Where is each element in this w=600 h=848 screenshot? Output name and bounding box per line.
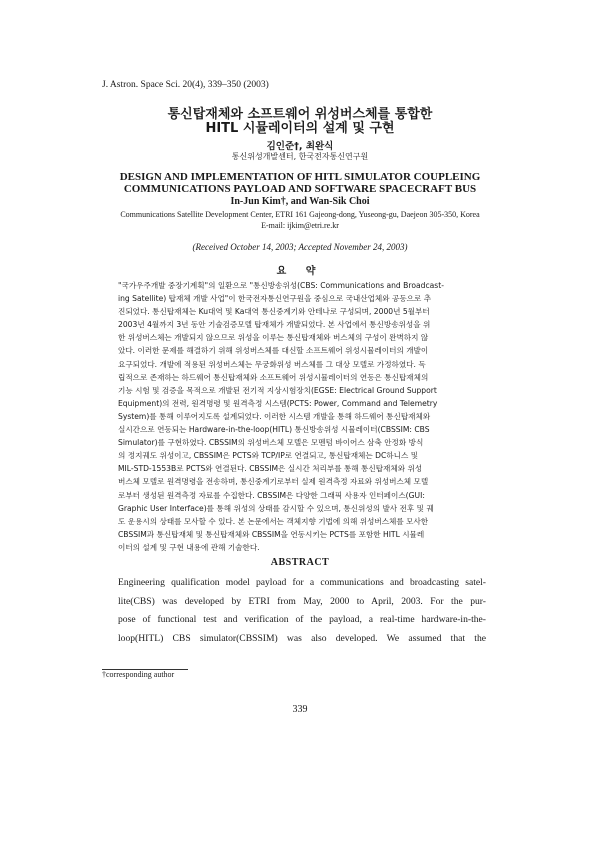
english-title: [0, 172, 600, 195]
korean-abstract-line: System)를 통해 이루어지도록 설계되었다. 이러한 시스템 개발을 통해 하드웨어 통신탑재체와: [118, 411, 431, 421]
english-abstract-line: lite(CBS) was developed by ETRI from May, 2000 to April, 2003. For the pur-: [118, 595, 486, 607]
korean-abstract-line: 았다. 이러한 문제를 해결하기 위해 위성버스체를 대신할 소프트웨어 위성시뮬레이터의 개발이: [118, 346, 429, 356]
korean-abstract-line: Graphic User Interface)를 통해 위성의 상태를 감시할 수 있으며, 통신위성의 발사 전후 및 궤: [118, 503, 434, 513]
english-abstract-body: [118, 574, 486, 649]
korean-abstract-line: Simulator)를 구현하였다. CBSSIM의 위성버스체 모델은 모멘텀 바이어스 삼축 안정화 방식: [118, 438, 424, 448]
korean-abstract-body: [118, 279, 484, 554]
korean-authors: 김인준†, 최완식: [266, 141, 334, 152]
korean-abstract-line: 실시간으로 연동되는 Hardware-in-the-loop(HITL) 통신방송위성 시뮬레이터(CBSSIM: CBS: [118, 425, 430, 435]
english-abstract-line: pose of functional test and verification of the payload, a real-time hardware-in-the-: [118, 614, 486, 626]
english-abstract-line: loop(HITL) CBS simulator(CBSSIM) was also developed. We assumed that the: [118, 633, 486, 645]
korean-abstract-line: MIL-STD-1553B로 PCTS와 연결된다. CBSSIM은 실시간 처리부를 통해 통신탑재체와 위성: [118, 464, 423, 474]
english-affiliation: Communications Satellite Development Center, ETRI 161 Gajeong-dong, Yuseong-gu, Daejeon 305-350, Korea: [120, 210, 480, 219]
korean-abstract-line: 2003년 4월까지 3년 동안 기술검증모델 탑재체가 개발되었다. 본 사업에서 통신방송위성을 위: [118, 320, 431, 330]
korean-title-line-2: HITL 시뮬레이터의 설계 및 구현: [205, 121, 395, 136]
journal-reference: J. Astron. Space Sci. 20(4), 339–350 (2003): [102, 80, 269, 90]
english-authors: In-Jun Kim†, and Wan-Sik Choi: [230, 196, 370, 207]
english-abstract-line: Engineering qualification model payload for a communications and broadcasting satel-: [118, 577, 486, 588]
korean-abstract-line: 립적으로 존재하는 하드웨어 통신탑재체와 소프트웨어 위성시뮬레이터의 연동은 통신탑재체의: [118, 372, 429, 382]
korean-abstract-line: 요구되었다. 개발에 적용된 위성버스체는 무궁화위성 버스체를 그 대상 모델로 가정하였다. 독: [118, 359, 426, 369]
english-abstract-heading: ABSTRACT: [270, 557, 330, 568]
korean-abstract-line: 버스체 모델로 원격명령을 전송하며, 통신중계기로부터 실제 원격측정 자료와 위성버스체 모델: [118, 477, 429, 487]
korean-abstract-line: 도 운용시의 상태를 모사할 수 있다. 본 논문에서는 객체지향 기법에 의해 위성버스체를 모사한: [118, 516, 429, 526]
korean-abstract-line: ing Satellite) 탑재체 개발 사업"이 한국전자통신연구원을 중심으로 국내산업체와 공동으로 추: [118, 294, 432, 304]
received-dates: (Received October 14, 2003; Accepted November 24, 2003): [192, 242, 408, 252]
korean-abstract-heading: 요 약: [276, 266, 324, 277]
korean-abstract-line: "국가우주개발 중장기계획"의 일환으로 "통신방송위성(CBS: Communications and Broadcast-: [118, 281, 444, 290]
author-email: E-mail: ijkim@etri.re.kr: [261, 221, 339, 230]
korean-abstract-line: 진되었다. 통신탑재체는 Ku대역 및 Ka대역 통신중계기와 안테나로 구성되며, 2000년 5월부터: [118, 307, 430, 317]
korean-abstract-line: 한 위성버스체는 개발되지 않으므로 위성을 이루는 통신탑재체와 버스체의 구성이 완벽하지 않: [118, 333, 429, 343]
footnote: †corresponding author: [102, 670, 175, 679]
korean-abstract-line: 이터의 설계 및 구현 내용에 관해 기술한다.: [118, 542, 260, 552]
page-number: 339: [292, 704, 308, 715]
english-title-line-2: COMMUNICATIONS PAYLOAD AND SOFTWARE SPACECRAFT BUS: [123, 182, 477, 195]
korean-abstract-line: 로부터 생성된 원격측정 자료를 수집한다. CBSSIM은 다양한 그래픽 사용자 인터페이스(GUI:: [118, 490, 425, 500]
korean-abstract-line: CBSSIM과 통신탑재체 및 통신탑재체와 CBSSIM을 연동시키는 PCTS를 포함한 HITL 시뮬레: [118, 529, 425, 539]
korean-abstract-line: 기능 시험 및 검증을 목적으로 개발된 전기적 지상시험장치(EGSE: Electrical Ground Support: [118, 385, 437, 395]
english-title-line-1: DESIGN AND IMPLEMENTATION OF HITL SIMULATOR COUPLEING: [119, 171, 481, 183]
korean-abstract-line: Equipment)의 전력, 원격명령 및 원격측정 시스템(PCTS: Power, Command and Telemetry: [118, 398, 438, 408]
korean-affiliation: 통신위성개발센터, 한국전자통신연구원: [231, 152, 369, 161]
korean-abstract-line: 의 정지궤도 위성이고, CBSSIM은 PCTS와 TCP/IP로 연결되고, 통신탑재체는 DC하니스 및: [118, 451, 419, 461]
korean-title-line-1: 통신탑재체와 소프트웨어 위성버스체를 통합한: [167, 107, 433, 122]
korean-title: [0, 108, 600, 136]
